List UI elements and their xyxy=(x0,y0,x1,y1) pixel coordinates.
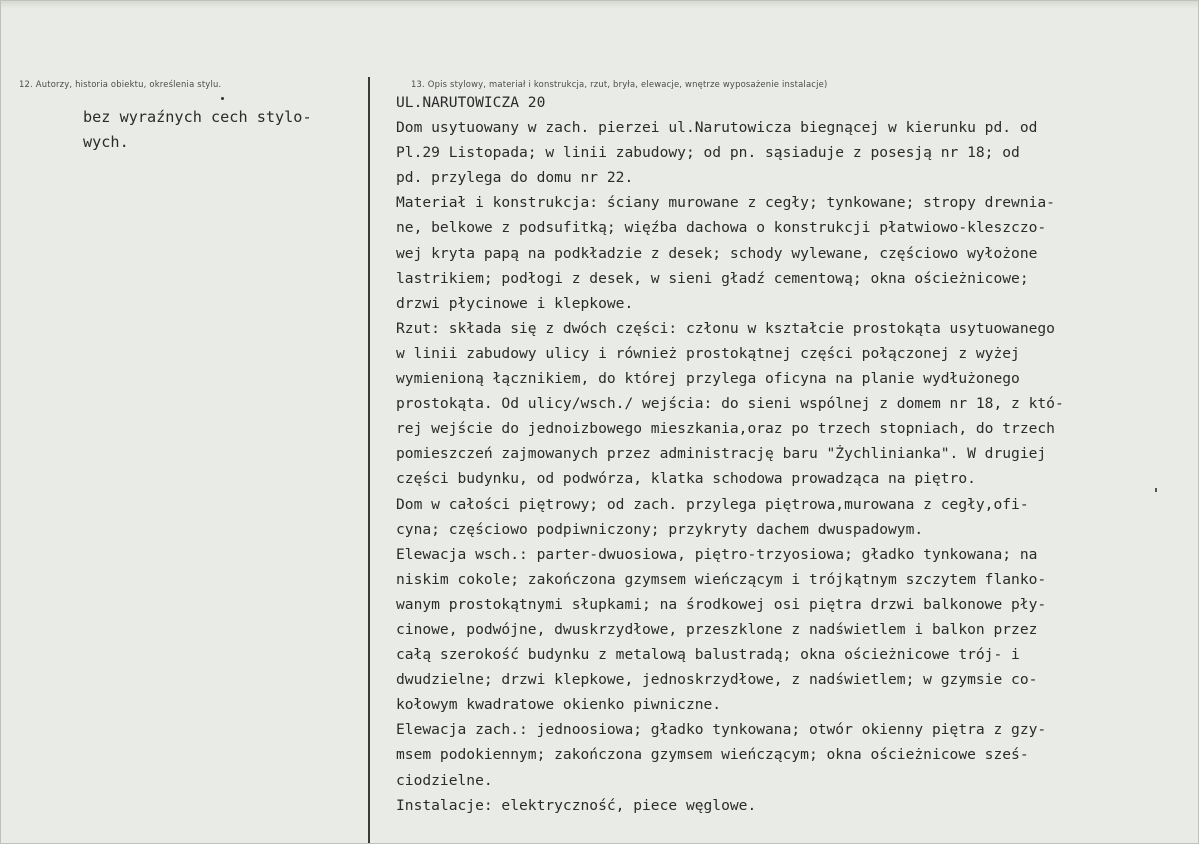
text-line: Elewacja wsch.: parter-dwuosiowa, piętro-trzyosiowa; gładko tynkowana; na xyxy=(396,545,1038,563)
text-line: części budynku, od podwórza, klatka schodowa prowadząca na piętro. xyxy=(396,470,976,488)
section-12-header: 12. Autorzy, historia obiektu, określenia stylu. xyxy=(19,79,222,89)
style-description xyxy=(83,105,312,155)
text-line: całą szerokość budynku z metalową balustradą; okna ościeżnicowe trój- i xyxy=(396,646,1020,664)
text-line: wej kryta papą na podkładzie z desek; schody wylewane, częściowo wyłożone xyxy=(396,244,1038,262)
building-description xyxy=(396,90,1064,818)
text-line: w linii zabudowy ulicy i również prostokątnej części połączonej z wyżej xyxy=(396,344,1020,362)
text-line: cyna; częściowo podpiwniczony; przykryty dachem dwuspadowym. xyxy=(396,520,924,538)
text-line: Elewacja zach.: jednoosiowa; gładko tynkowana; otwór okienny piętra z gzy- xyxy=(396,721,1047,739)
text-line: Rzut: składa się z dwóch części: członu w kształcie prostokąta usytuowanego xyxy=(396,319,1055,337)
text-line: ciodzielne. xyxy=(396,771,493,789)
card-top-edge xyxy=(1,1,1199,9)
text-line: wymienioną łącznikiem, do której przylega oficyna na planie wydłużonego xyxy=(396,370,1020,388)
text-line: Instalacje: elektryczność, piece węglowe. xyxy=(396,796,757,814)
text-line: Dom usytuowany w zach. pierzei ul.Narutowicza biegnącej w kierunku pd. od xyxy=(396,119,1038,137)
text-line: msem podokiennym; zakończona gzymsem wieńczącym; okna ościeżnicowe sześ- xyxy=(396,746,1029,764)
text-line: drzwi płycinowe i klepkowe. xyxy=(396,294,634,312)
text-line: wych. xyxy=(83,133,129,151)
text-line: pd. przylega do domu nr 22. xyxy=(396,169,634,187)
text-line: prostokąta. Od ulicy/wsch./ wejścia: do sieni wspólnej z domem nr 18, z któ- xyxy=(396,395,1064,413)
text-line: rej wejście do jednoizbowego mieszkania,oraz po trzech stopniach, do trzech xyxy=(396,420,1055,438)
text-line: cinowe, podwójne, dwuskrzydłowe, przeszklone z nadświetlem i balkon przez xyxy=(396,620,1038,638)
text-line: pomieszczeń zajmowanych przez administrację baru "Żychlinianka". W drugiej xyxy=(396,445,1047,463)
text-line: niskim cokole; zakończona gzymsem wieńczącym i trójkątnym szczytem flanko- xyxy=(396,570,1047,588)
text-line: lastrikiem; podłogi z desek, w sieni gładź cementową; okna ościeżnicowe; xyxy=(396,269,1029,287)
text-line: ne, belkowe z podsufitką; więźba dachowa o konstrukcji płatwiowo-kleszczo- xyxy=(396,219,1047,237)
text-line: bez wyraźnych cech stylo- xyxy=(83,108,312,126)
ink-mark xyxy=(1155,488,1157,492)
section-13-header: 13. Opis stylowy, materiał i konstrukcja, rzut, bryła, elewacje, wnętrze wyposażenie instalacje) xyxy=(411,79,828,89)
text-line: Materiał i konstrukcja: ściany murowane z cegły; tynkowane; stropy drewnia- xyxy=(396,194,1055,212)
text-line: kołowym kwadratowe okienko piwniczne. xyxy=(396,696,722,714)
text-line: Pl.29 Listopada; w linii zabudowy; od pn. sąsiaduje z posesją nr 18; od xyxy=(396,144,1020,162)
column-divider xyxy=(368,77,370,844)
text-line: dwudzielne; drzwi klepkowe, jednoskrzydłowe, z nadświetlem; w gzymsie co- xyxy=(396,671,1038,689)
ink-dot xyxy=(221,97,224,100)
address-heading: UL.NARUTOWICZA 20 xyxy=(396,94,546,111)
text-line: Dom w całości piętrowy; od zach. przylega piętrowa,murowana z cegły,ofi- xyxy=(396,495,1029,513)
text-line: wanym prostokątnymi słupkami; na środkowej osi piętra drzwi balkonowe pły- xyxy=(396,595,1047,613)
